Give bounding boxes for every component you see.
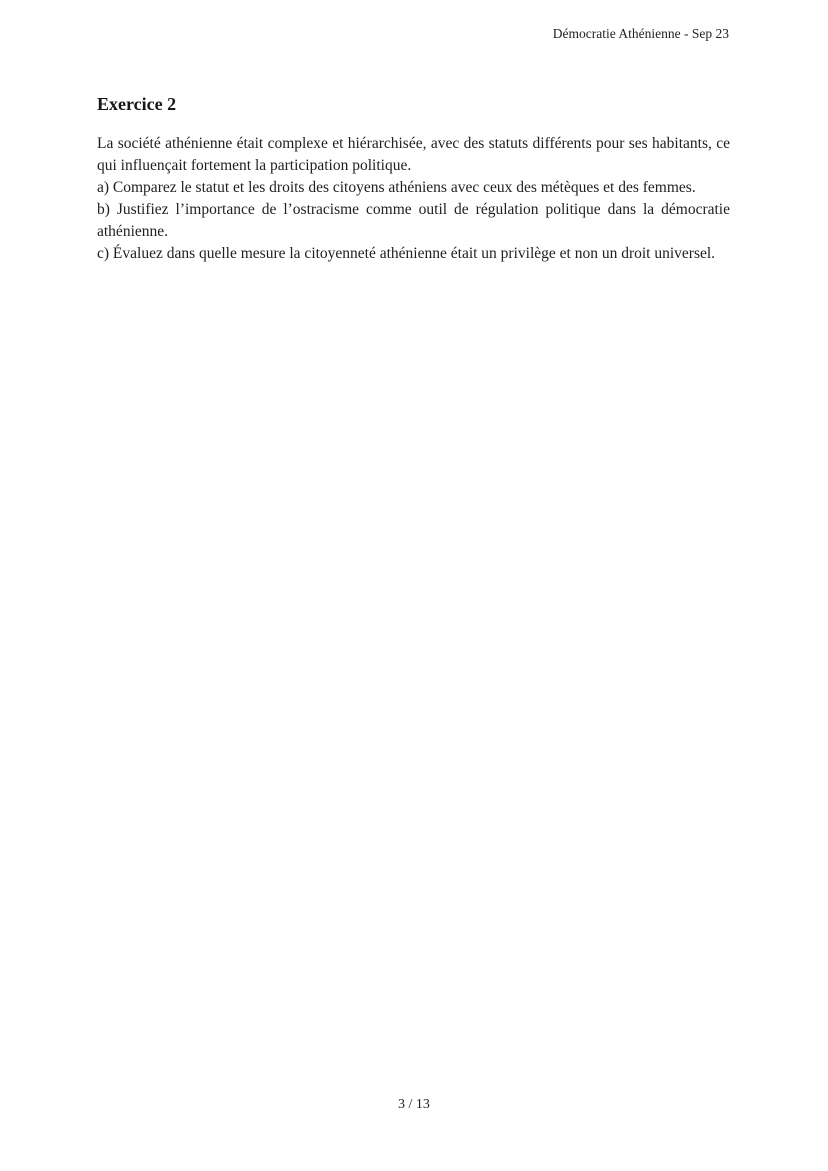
running-header: Démocratie Athénienne - Sep 23 [552, 26, 729, 41]
page-number: 3 / 13 [398, 1097, 430, 1112]
question-b: b) Justifiez l’importance de l’ostracisme comme outil de régulation politique dans la démocratie athénienne. [97, 201, 730, 240]
question-a: a) Comparez le statut et les droits des citoyens athéniens avec ceux des métèques et des femmes. [97, 179, 696, 196]
page-content [97, 93, 730, 265]
section-title: Exercice 2 [97, 94, 177, 114]
question-c: c) Évaluez dans quelle mesure la citoyenneté athénienne était un privilège et non un droit universel. [97, 245, 716, 262]
exercise-intro: La société athénienne était complexe et hiérarchisée, avec des statuts différents pour ses habitants, ce qui influençait fortement la participation politique. [97, 135, 730, 174]
exercise-body [97, 133, 730, 265]
